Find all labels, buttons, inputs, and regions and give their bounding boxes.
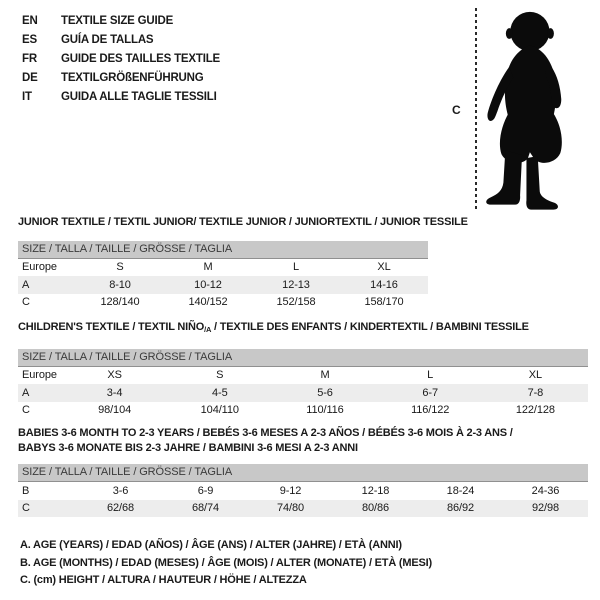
row-label: Europe [22,261,57,274]
title-text: BABIES 3-6 MONTH TO 2-3 YEARS / BEBÉS 3-6 MESES A 2-3 AÑOS / BÉBÉS 3-6 MOIS À 2-3 ANS / [18,427,513,439]
table-cell: 7-8 [527,386,544,399]
language-code: ES [22,34,37,46]
title-text: BABYS 3-6 MONATE BIS 2-3 JAHRE / BAMBINI 3-6 MESI A 2-3 ANNI [18,441,358,454]
table-cell: 116/122 [411,404,450,417]
height-measure-dotted-line [475,8,477,209]
table-cell: 140/152 [188,296,228,309]
table-cell: 98/104 [98,404,132,417]
table-cell: M [203,261,213,274]
table-cell: 6-7 [422,386,438,399]
table-cell: S [116,261,124,274]
footnote-line: A. AGE (YEARS) / EDAD (AÑOS) / ÂGE (ANS) / ALTER (JAHRE) / ETÀ (ANNI) [20,539,402,551]
table-cell: XL [377,261,391,274]
table-cell: 122/128 [515,404,555,417]
table-cell: 9-12 [279,484,302,497]
table-cell: 4-5 [211,386,228,399]
language-title: TEXTILGRÖßENFÜHRUNG [61,72,204,84]
babies-textile-section [18,426,588,517]
table-row [18,482,588,500]
table-cell: 80/86 [361,502,390,515]
footnote-line: B. AGE (MONTHS) / EDAD (MESES) / ÂGE (MOIS) / ALTER (MONATE) / ETÀ (MESI) [20,556,432,569]
row-label: A [22,278,30,291]
table-row [18,384,588,402]
table-row [18,294,428,312]
section-title-line [18,441,588,456]
section-title-line [18,320,588,338]
language-code: IT [22,91,32,103]
section-title-line [18,426,588,441]
footnotes [20,537,432,590]
table-cell: 10-12 [194,278,222,291]
table-cell: 110/116 [306,404,344,417]
subscript-text: /A [204,325,212,334]
table-row [18,367,588,385]
size-header-bar: SIZE / TALLA / TAILLE / GRÖSSE / TAGLIA [18,464,588,482]
table-cell: L [292,261,300,274]
table-cell: 104/110 [200,404,239,417]
table-cell: S [216,369,224,382]
section-title [18,320,588,338]
size-table [18,482,588,517]
table-row [18,276,428,294]
table-cell: 128/140 [100,296,140,309]
table-cell: XS [107,369,122,382]
table-row [18,500,588,518]
section-title-line [18,215,468,230]
table-cell: L [427,369,434,382]
table-row [18,259,428,277]
table-cell: 6-9 [197,484,214,497]
table-cell: 92/98 [531,502,560,515]
language-row [22,12,220,31]
language-row [22,88,220,107]
language-row [22,31,220,50]
size-header-bar: SIZE / TALLA / TAILLE / GRÖSSE / TAGLIA [18,241,428,259]
footnote-line: C. (cm) HEIGHT / ALTURA / HAUTEUR / HÖHE / ALTEZZA [20,574,307,586]
table-cell: 12-13 [282,278,310,291]
table-cell: 3-6 [112,484,129,497]
table-cell: 8-10 [109,278,131,291]
junior-textile-section [18,215,468,311]
baby-silhouette-image [478,8,570,214]
size-table [18,259,428,312]
row-label: Europe [22,369,57,382]
table-cell: 152/158 [276,296,316,309]
language-title: GUIDA ALLE TAGLIE TESSILI [61,91,217,103]
table-cell: 74/80 [276,502,305,515]
table-row [18,402,588,420]
children-textile-section [18,320,588,419]
row-label: C [22,502,30,515]
height-measure-label: C [452,103,461,117]
table-cell: 158/170 [364,296,404,309]
language-title: GUÍA DE TALLAS [61,34,154,46]
language-title: TEXTILE SIZE GUIDE [61,15,174,27]
size-header-bar: SIZE / TALLA / TAILLE / GRÖSSE / TAGLIA [18,349,588,367]
section-title [18,215,468,230]
row-label: C [22,296,30,309]
language-row [22,69,220,88]
language-code: DE [22,72,38,84]
table-cell: 86/92 [446,502,475,515]
table-cell: XL [528,369,543,382]
row-label: B [22,484,30,497]
language-row [22,50,220,69]
table-cell: 3-4 [106,386,123,399]
language-list [22,12,220,107]
language-code: FR [22,53,37,65]
table-cell: 18-24 [446,484,475,497]
table-cell: 24-36 [531,484,560,497]
size-table [18,367,588,420]
title-text: CHILDREN'S TEXTILE / TEXTIL NIÑO [18,321,205,333]
title-text: JUNIOR TEXTILE / TEXTIL JUNIOR/ TEXTILE JUNIOR / JUNIORTEXTIL / JUNIOR TESSILE [18,216,468,228]
table-cell: 68/74 [191,502,220,515]
table-cell: 62/68 [106,502,135,515]
language-title: GUIDE DES TAILLES TEXTILE [61,53,220,65]
table-cell: 5-6 [317,386,333,399]
section-title [18,426,588,455]
table-cell: 14-16 [370,278,398,291]
row-label: A [22,386,30,399]
table-cell: 12-18 [361,484,390,497]
row-label: C [22,404,30,417]
language-code: EN [22,15,38,27]
baby-silhouette-icon [478,8,570,214]
title-text: / TEXTILE DES ENFANTS / KINDERTEXTIL / BAMBINI TESSILE [211,321,529,333]
table-cell: M [320,369,330,382]
